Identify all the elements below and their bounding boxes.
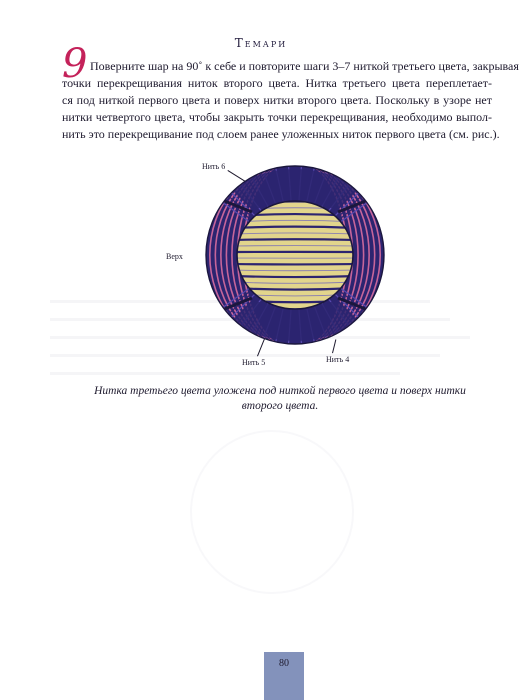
label-top: Верх bbox=[166, 252, 183, 261]
step-text-line: нитки четвертого цвета, чтобы закрыть точки перекрещивания, необходимо выпол- bbox=[62, 110, 492, 124]
step-text-line: ся под ниткой первого цвета и поверх нитки второго цвета. Поскольку в узоре нет bbox=[62, 93, 492, 107]
step-instructions bbox=[62, 58, 519, 143]
figure-caption bbox=[40, 384, 520, 414]
caption-line: второго цвета. bbox=[241, 400, 319, 412]
running-header: Темари bbox=[234, 36, 288, 50]
center-thread-stripe bbox=[234, 276, 356, 277]
step-number: 9 bbox=[62, 41, 88, 87]
page-number: 80 bbox=[279, 658, 289, 669]
temari-ball-diagram bbox=[200, 160, 390, 350]
label-thread-4: Нить 4 bbox=[326, 355, 350, 364]
step-text-line: точки перекрещивания ниток второго цвета. Нитка третьего цвета переплетает- bbox=[62, 76, 492, 90]
step-text-line: нить это перекрещивание под слоем ранее уложенных ниток первого цвета (см. рис.). bbox=[62, 127, 500, 141]
center-thread-stripe bbox=[234, 239, 356, 240]
label-thread-5: Нить 5 bbox=[242, 358, 266, 367]
label-thread-6: Нить 6 bbox=[202, 162, 226, 171]
caption-line: Нитка третьего цвета уложена под ниткой первого цвета и поверх нитки bbox=[94, 385, 466, 397]
step-text-line: Поверните шар на 90˚ к себе и повторите шаги 3–7 ниткой третьего цвета, закрывая bbox=[90, 59, 519, 73]
